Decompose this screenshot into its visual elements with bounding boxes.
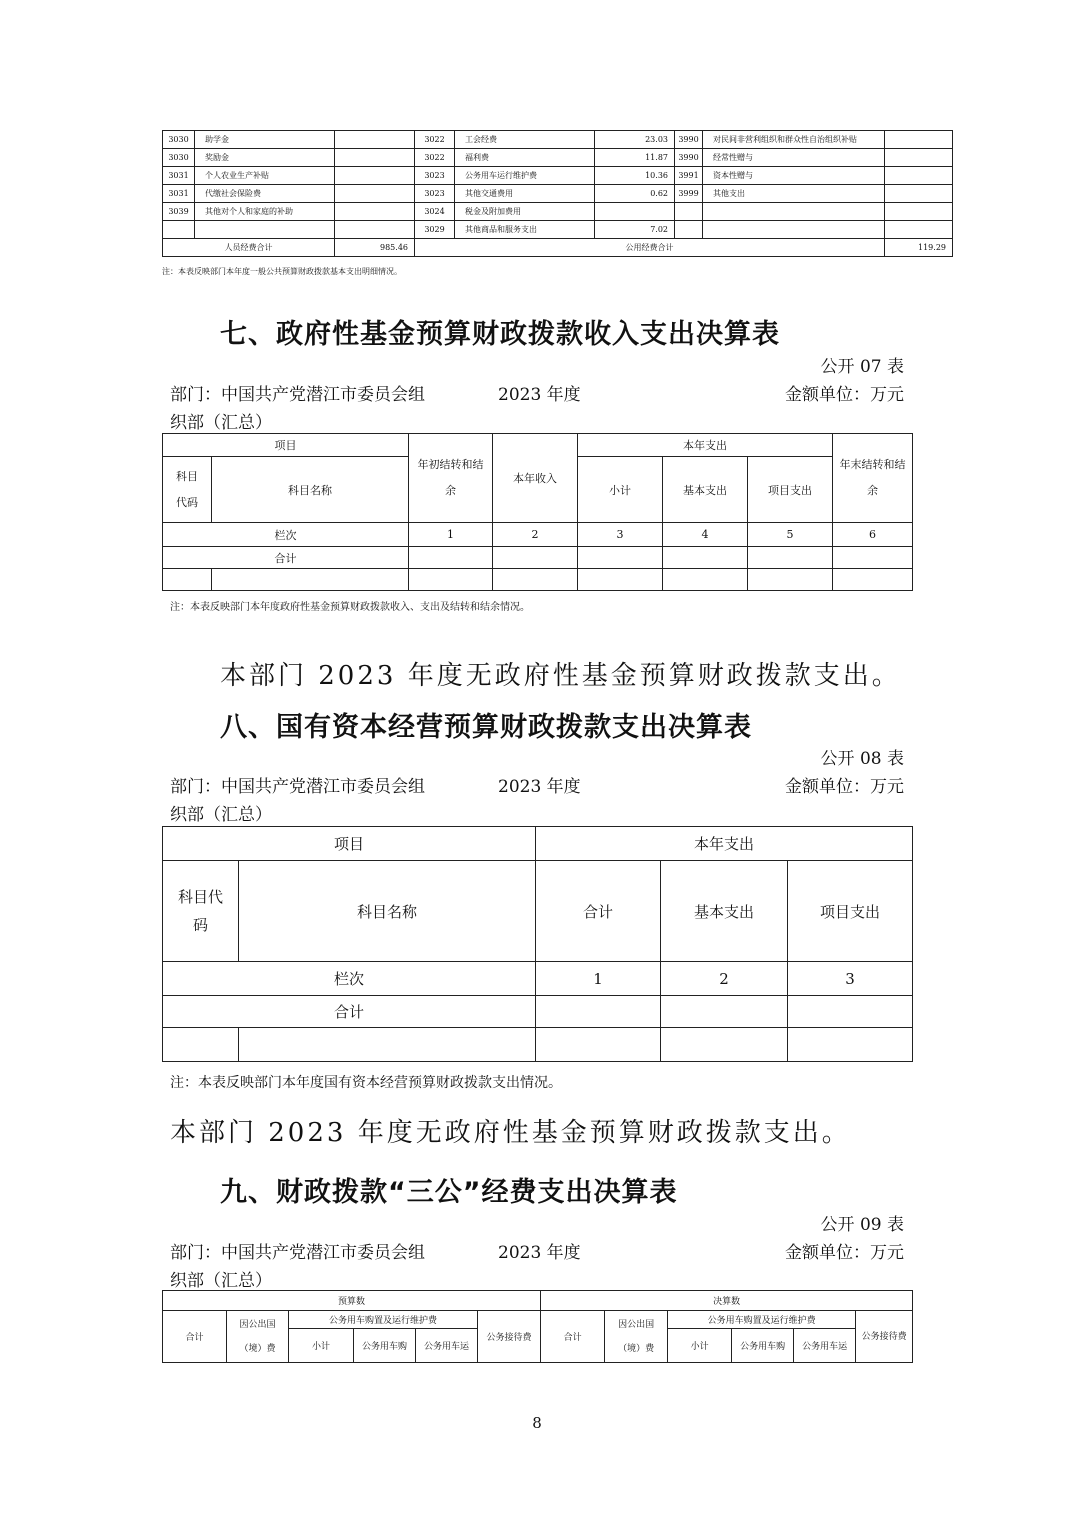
- table-cell: 代缴社会保险费: [195, 185, 335, 203]
- column-number-row: [163, 523, 913, 547]
- table-gov-fund: [162, 433, 913, 591]
- table-cell: 3990: [675, 149, 703, 167]
- table-cell: 11.87: [595, 149, 675, 167]
- table-cell: 其他交通费用: [455, 185, 595, 203]
- table-cell: [885, 221, 953, 239]
- section9-table-no: 公开 09 表: [820, 1215, 904, 1235]
- table-basic-expense-detail: [162, 130, 953, 257]
- table-cell: [335, 185, 415, 203]
- header-end-balance: 年末结转和结余: [833, 434, 913, 523]
- table-cell: [595, 203, 675, 221]
- budget-abroad: 因公出国（境）费: [227, 1311, 289, 1363]
- section8-dept2: 织部（汇总）: [170, 805, 272, 825]
- table-cell: 10.36: [595, 167, 675, 185]
- table-cell: [335, 221, 415, 239]
- final-car-run: 公务用车运: [794, 1329, 856, 1363]
- table-cell: [163, 221, 195, 239]
- header-item: 项目: [163, 434, 409, 457]
- header-row-1: [163, 827, 913, 861]
- table-cell: 助学金: [195, 131, 335, 149]
- total-label: 合计: [163, 996, 536, 1028]
- table-cell: 3022: [415, 149, 455, 167]
- section7-note: 注：本表反映部门本年度政府性基金预算财政拨款收入、支出及结转和结余情况。: [170, 602, 530, 613]
- table-cell: [885, 185, 953, 203]
- table-cell: 3022: [415, 131, 455, 149]
- header-project: 项目支出: [788, 861, 913, 962]
- header-basic: 基本支出: [663, 457, 748, 523]
- table-cell: [885, 149, 953, 167]
- section8-dept: 部门：中国共产党潜江市委员会组: [170, 777, 425, 797]
- final-car-subtotal: 小计: [668, 1329, 732, 1363]
- section8-statement: 本部门 2023 年度无政府性基金预算财政拨款支出。: [170, 1118, 851, 1148]
- section8-table-no: 公开 08 表: [820, 749, 904, 769]
- table-three-public: [162, 1290, 913, 1363]
- table-state-capital: [162, 826, 913, 1062]
- section7-title: 七、政府性基金预算财政拨款收入支出决算表: [220, 319, 780, 350]
- table-cell: 公务用车运行维护费: [455, 167, 595, 185]
- table-cell: [335, 149, 415, 167]
- col-num: 6: [833, 523, 913, 547]
- table-cell: 福利费: [455, 149, 595, 167]
- section8-unit: 金额单位：万元: [785, 777, 904, 797]
- header-code: 科目代码: [163, 861, 239, 962]
- table-cell: 23.03: [595, 131, 675, 149]
- table-row: [163, 221, 953, 239]
- budget-car-buy: 公务用车购: [354, 1329, 416, 1363]
- col-num: 1: [536, 962, 661, 996]
- column-number-label: 栏次: [163, 523, 409, 547]
- header-total-col: 合计: [536, 861, 661, 962]
- public-total-value: 119.29: [885, 239, 953, 257]
- page-number: 8: [532, 1414, 542, 1432]
- col-num: 3: [578, 523, 663, 547]
- header-expense: 本年支出: [578, 434, 833, 457]
- table-cell: [885, 167, 953, 185]
- final-abroad: 因公出国（境）费: [605, 1311, 668, 1363]
- table-cell: 税金及附加费用: [455, 203, 595, 221]
- section7-unit: 金额单位：万元: [785, 385, 904, 405]
- table-cell: 对民间非营利组织和群众性自治组织补贴: [703, 131, 885, 149]
- table-cell: [335, 131, 415, 149]
- table-row: [163, 149, 953, 167]
- budget-car-subtotal: 小计: [289, 1329, 354, 1363]
- table-cell: 3991: [675, 167, 703, 185]
- header-basic: 基本支出: [661, 861, 788, 962]
- col-num: 2: [493, 523, 578, 547]
- budget-car: 公务用车购置及运行维护费: [289, 1311, 478, 1329]
- table-cell: [885, 131, 953, 149]
- section7-year: 2023 年度: [498, 385, 581, 405]
- final-car: 公务用车购置及运行维护费: [668, 1311, 856, 1329]
- table-cell: 其他对个人和家庭的补助: [195, 203, 335, 221]
- public-total-label: 公用经费合计: [415, 239, 885, 257]
- empty-row: [163, 569, 913, 591]
- table-cell: [703, 203, 885, 221]
- header-expense: 本年支出: [536, 827, 913, 861]
- table-cell: 7.02: [595, 221, 675, 239]
- section9-dept2: 织部（汇总）: [170, 1271, 272, 1291]
- header-begin-balance: 年初结转和结余: [409, 434, 493, 523]
- table-cell: 3031: [163, 167, 195, 185]
- table-cell: 工会经费: [455, 131, 595, 149]
- final-car-buy: 公务用车购: [732, 1329, 794, 1363]
- final-reception: 公务接待费: [856, 1311, 913, 1363]
- personnel-total-label: 人员经费合计: [163, 239, 335, 257]
- section7-table-no: 公开 07 表: [820, 357, 904, 377]
- col-num: 1: [409, 523, 493, 547]
- section7-statement: 本部门 2023 年度无政府性基金预算财政拨款支出。: [220, 661, 901, 691]
- table-cell: 3999: [675, 185, 703, 203]
- section8-title: 八、国有资本经营预算财政拨款支出决算表: [220, 712, 752, 743]
- budget-total: 合计: [163, 1311, 227, 1363]
- header-income: 本年收入: [493, 434, 578, 523]
- table-cell: 其他商品和服务支出: [455, 221, 595, 239]
- table-cell: [675, 203, 703, 221]
- section9-year: 2023 年度: [498, 1243, 581, 1263]
- table-row: [163, 203, 953, 221]
- table-cell: 3031: [163, 185, 195, 203]
- header-row-2: [163, 1311, 913, 1329]
- section8-note: 注：本表反映部门本年度国有资本经营预算财政拨款支出情况。: [170, 1075, 562, 1091]
- table6-note: 注：本表反映部门本年度一般公共预算财政拨款基本支出明细情况。: [162, 267, 402, 276]
- table-cell: 3029: [415, 221, 455, 239]
- table-cell: [335, 167, 415, 185]
- table-row-totals: [163, 239, 953, 257]
- table-cell: 0.62: [595, 185, 675, 203]
- header-name: 科目名称: [239, 861, 536, 962]
- header-row-1: [163, 434, 913, 457]
- table-cell: 3990: [675, 131, 703, 149]
- header-row-2: [163, 861, 913, 962]
- header-subtotal: 小计: [578, 457, 663, 523]
- header-final: 决算数: [541, 1291, 913, 1311]
- col-num: 4: [663, 523, 748, 547]
- header-code: 科目代码: [163, 457, 212, 523]
- header-name: 科目名称: [212, 457, 409, 523]
- header-row-1: [163, 1291, 913, 1311]
- table-cell: [335, 203, 415, 221]
- table-cell: 经常性赠与: [703, 149, 885, 167]
- total-row: [163, 996, 913, 1028]
- table-row: [163, 167, 953, 185]
- table-cell: [885, 203, 953, 221]
- table-cell: 资本性赠与: [703, 167, 885, 185]
- col-num: 5: [748, 523, 833, 547]
- table-cell: 3023: [415, 185, 455, 203]
- empty-row: [163, 1028, 913, 1062]
- personnel-total-value: 985.46: [335, 239, 415, 257]
- section9-title: 九、财政拨款“三公”经费支出决算表: [220, 1177, 678, 1208]
- budget-car-run: 公务用车运: [416, 1329, 478, 1363]
- section9-unit: 金额单位：万元: [785, 1243, 904, 1263]
- table-cell: 其他支出: [703, 185, 885, 203]
- table-cell: 3030: [163, 131, 195, 149]
- col-num: 3: [788, 962, 913, 996]
- total-row: [163, 547, 913, 569]
- table-cell: 个人农业生产补贴: [195, 167, 335, 185]
- header-project: 项目支出: [748, 457, 833, 523]
- column-number-label: 栏次: [163, 962, 536, 996]
- table-cell: 3024: [415, 203, 455, 221]
- section7-dept: 部门：中国共产党潜江市委员会组: [170, 385, 425, 405]
- table-cell: [675, 221, 703, 239]
- final-total: 合计: [541, 1311, 605, 1363]
- table-cell: 奖励金: [195, 149, 335, 167]
- header-item: 项目: [163, 827, 536, 861]
- section8-year: 2023 年度: [498, 777, 581, 797]
- section7-dept2: 织部（汇总）: [170, 413, 272, 433]
- table-cell: 3030: [163, 149, 195, 167]
- table-cell: [195, 221, 335, 239]
- column-number-row: [163, 962, 913, 996]
- table-row: [163, 185, 953, 203]
- table-cell: [703, 221, 885, 239]
- table-cell: 3039: [163, 203, 195, 221]
- header-budget: 预算数: [163, 1291, 541, 1311]
- table-body: [163, 131, 953, 239]
- table-cell: 3023: [415, 167, 455, 185]
- col-num: 2: [661, 962, 788, 996]
- section9-dept: 部门：中国共产党潜江市委员会组: [170, 1243, 425, 1263]
- budget-reception: 公务接待费: [478, 1311, 541, 1363]
- table-row: [163, 131, 953, 149]
- total-label: 合计: [163, 547, 409, 569]
